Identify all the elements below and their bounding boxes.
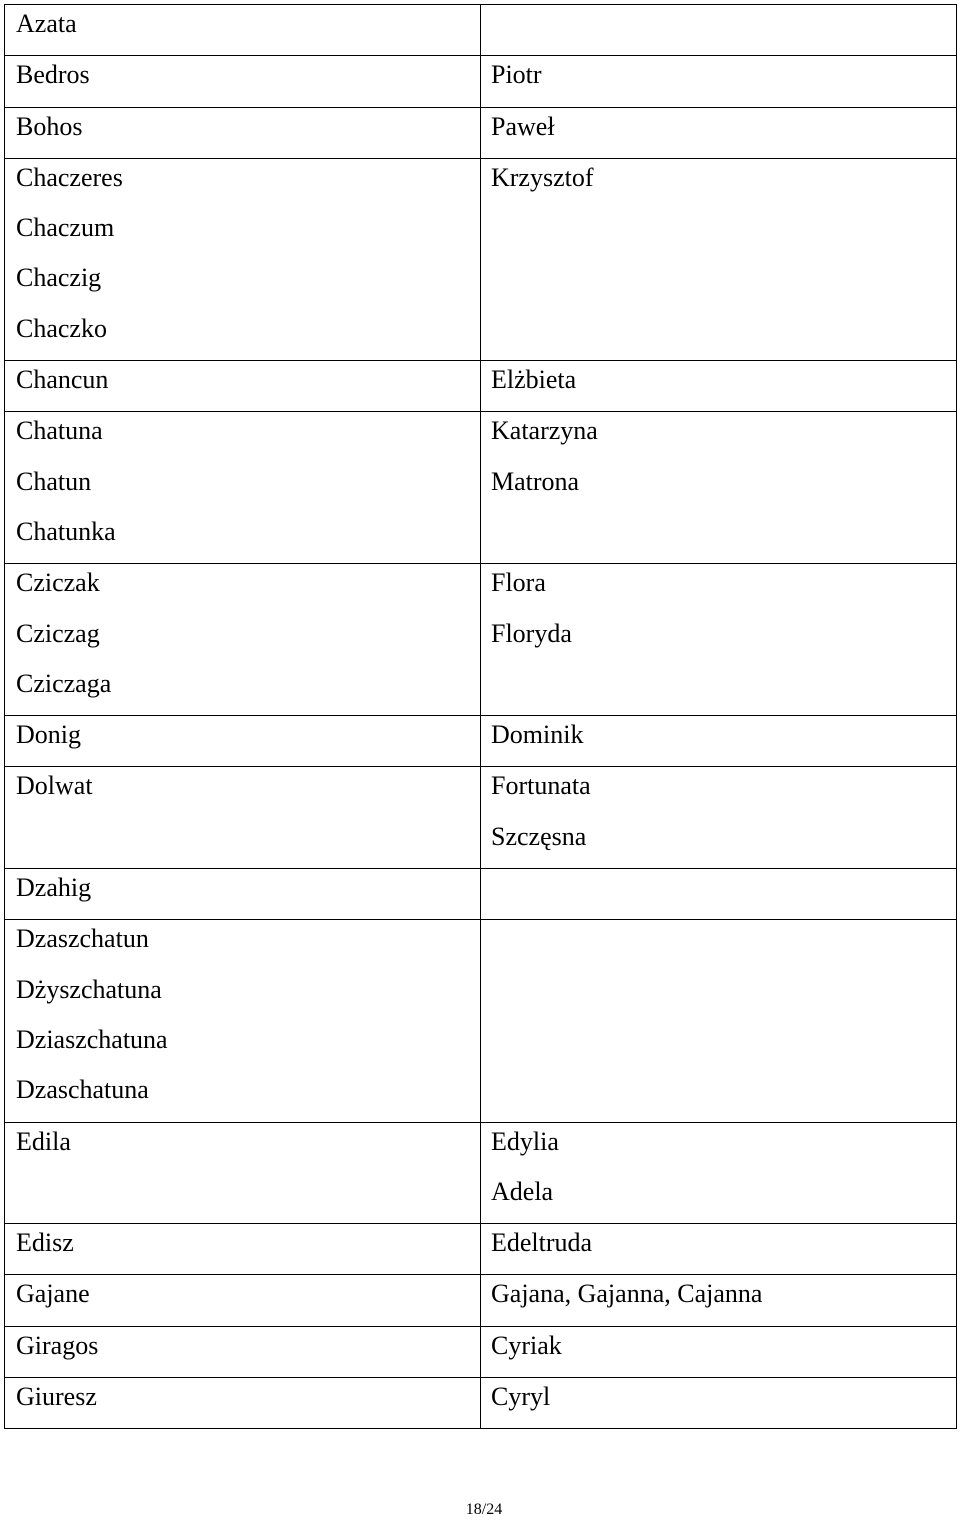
table-row bbox=[5, 1122, 957, 1224]
empty-line bbox=[481, 5, 956, 55]
left-cell bbox=[5, 107, 481, 158]
armenian-name: Chatunka bbox=[16, 516, 116, 546]
left-cell bbox=[5, 767, 481, 869]
armenian-name: Chatun bbox=[16, 466, 92, 496]
polish-name: Gajana, Gajanna, Cajanna bbox=[491, 1279, 763, 1309]
polish-name: Elżbieta bbox=[491, 365, 577, 395]
table-row bbox=[5, 107, 957, 158]
table-row bbox=[5, 412, 957, 564]
polish-name: Cyryl bbox=[491, 1382, 551, 1412]
empty-line bbox=[481, 1071, 956, 1121]
right-cell bbox=[481, 1275, 957, 1326]
polish-name: Adela bbox=[491, 1176, 554, 1206]
left-cell bbox=[5, 412, 481, 564]
armenian-name: Edila bbox=[16, 1126, 71, 1156]
armenian-name: Bedros bbox=[16, 60, 90, 90]
table-row bbox=[5, 869, 957, 920]
left-cell bbox=[5, 564, 481, 716]
polish-name: Edeltruda bbox=[491, 1228, 593, 1258]
table-row bbox=[5, 1326, 957, 1377]
left-cell bbox=[5, 869, 481, 920]
table-row bbox=[5, 5, 957, 56]
table-row bbox=[5, 158, 957, 360]
armenian-name: Giuresz bbox=[16, 1382, 97, 1412]
polish-name: Cyriak bbox=[491, 1330, 562, 1360]
armenian-name: Azata bbox=[16, 9, 77, 38]
table-row bbox=[5, 1275, 957, 1326]
empty-line bbox=[481, 1021, 956, 1071]
right-cell bbox=[481, 920, 957, 1122]
right-cell bbox=[481, 716, 957, 767]
left-cell bbox=[5, 1275, 481, 1326]
table-row bbox=[5, 361, 957, 412]
empty-line bbox=[481, 310, 956, 360]
empty-line bbox=[481, 971, 956, 1021]
names-table-body bbox=[5, 5, 957, 1429]
right-cell bbox=[481, 1122, 957, 1224]
page-number: 18/24 bbox=[465, 1501, 503, 1518]
armenian-name: Giragos bbox=[16, 1330, 99, 1360]
armenian-name: Dzahig bbox=[16, 873, 92, 903]
polish-name: Matrona bbox=[491, 466, 580, 496]
right-cell bbox=[481, 361, 957, 412]
polish-name: Floryda bbox=[491, 618, 572, 648]
empty-line bbox=[481, 513, 956, 563]
left-cell bbox=[5, 1326, 481, 1377]
right-cell bbox=[481, 1378, 957, 1429]
armenian-name: Dzaszchatun bbox=[16, 924, 149, 954]
empty-line bbox=[5, 1173, 480, 1223]
armenian-name: Dżyszchatuna bbox=[16, 974, 162, 1004]
table-row bbox=[5, 767, 957, 869]
armenian-name: Bohos bbox=[16, 111, 83, 141]
right-cell bbox=[481, 1326, 957, 1377]
names-table bbox=[4, 4, 957, 1429]
left-cell bbox=[5, 1224, 481, 1275]
empty-line bbox=[5, 818, 480, 868]
armenian-name: Chaczum bbox=[16, 213, 115, 243]
empty-line bbox=[481, 259, 956, 309]
table-row bbox=[5, 920, 957, 1122]
right-cell bbox=[481, 5, 957, 56]
left-cell bbox=[5, 1122, 481, 1224]
armenian-name: Chaczig bbox=[16, 263, 102, 293]
polish-name: Paweł bbox=[491, 111, 555, 141]
table-row bbox=[5, 1224, 957, 1275]
right-cell bbox=[481, 869, 957, 920]
armenian-name: Cziczag bbox=[16, 618, 100, 648]
armenian-name: Dziaszchatuna bbox=[16, 1024, 168, 1054]
right-cell bbox=[481, 158, 957, 360]
right-cell bbox=[481, 767, 957, 869]
polish-name: Katarzyna bbox=[491, 416, 598, 446]
table-row bbox=[5, 564, 957, 716]
left-cell bbox=[5, 1378, 481, 1429]
right-cell bbox=[481, 564, 957, 716]
left-cell bbox=[5, 716, 481, 767]
polish-name: Piotr bbox=[491, 60, 542, 90]
polish-name: Krzysztof bbox=[491, 162, 594, 192]
table-row bbox=[5, 56, 957, 107]
armenian-name: Chaczeres bbox=[16, 162, 123, 192]
armenian-name: Chaczko bbox=[16, 313, 107, 343]
left-cell bbox=[5, 920, 481, 1122]
right-cell bbox=[481, 107, 957, 158]
left-cell bbox=[5, 361, 481, 412]
table-row bbox=[5, 1378, 957, 1429]
armenian-name: Gajane bbox=[16, 1279, 90, 1309]
left-cell bbox=[5, 158, 481, 360]
polish-name: Edylia bbox=[491, 1126, 559, 1156]
polish-name: Szczęsna bbox=[491, 821, 587, 851]
armenian-name: Cziczak bbox=[16, 568, 100, 598]
left-cell bbox=[5, 56, 481, 107]
empty-line bbox=[481, 920, 956, 970]
left-cell bbox=[5, 5, 481, 56]
right-cell bbox=[481, 1224, 957, 1275]
empty-line bbox=[481, 869, 956, 919]
armenian-name: Chancun bbox=[16, 365, 109, 395]
right-cell bbox=[481, 56, 957, 107]
right-cell bbox=[481, 412, 957, 564]
armenian-name: Cziczaga bbox=[16, 668, 112, 698]
armenian-name: Chatuna bbox=[16, 416, 103, 446]
polish-name: Fortunata bbox=[491, 771, 591, 801]
armenian-name: Edisz bbox=[16, 1228, 74, 1258]
armenian-name: Dolwat bbox=[16, 771, 93, 801]
polish-name: Dominik bbox=[491, 720, 584, 750]
armenian-name: Dzaschatuna bbox=[16, 1075, 149, 1105]
empty-line bbox=[481, 665, 956, 715]
armenian-name: Donig bbox=[16, 720, 81, 750]
empty-line bbox=[481, 209, 956, 259]
polish-name: Flora bbox=[491, 568, 546, 598]
table-row bbox=[5, 716, 957, 767]
